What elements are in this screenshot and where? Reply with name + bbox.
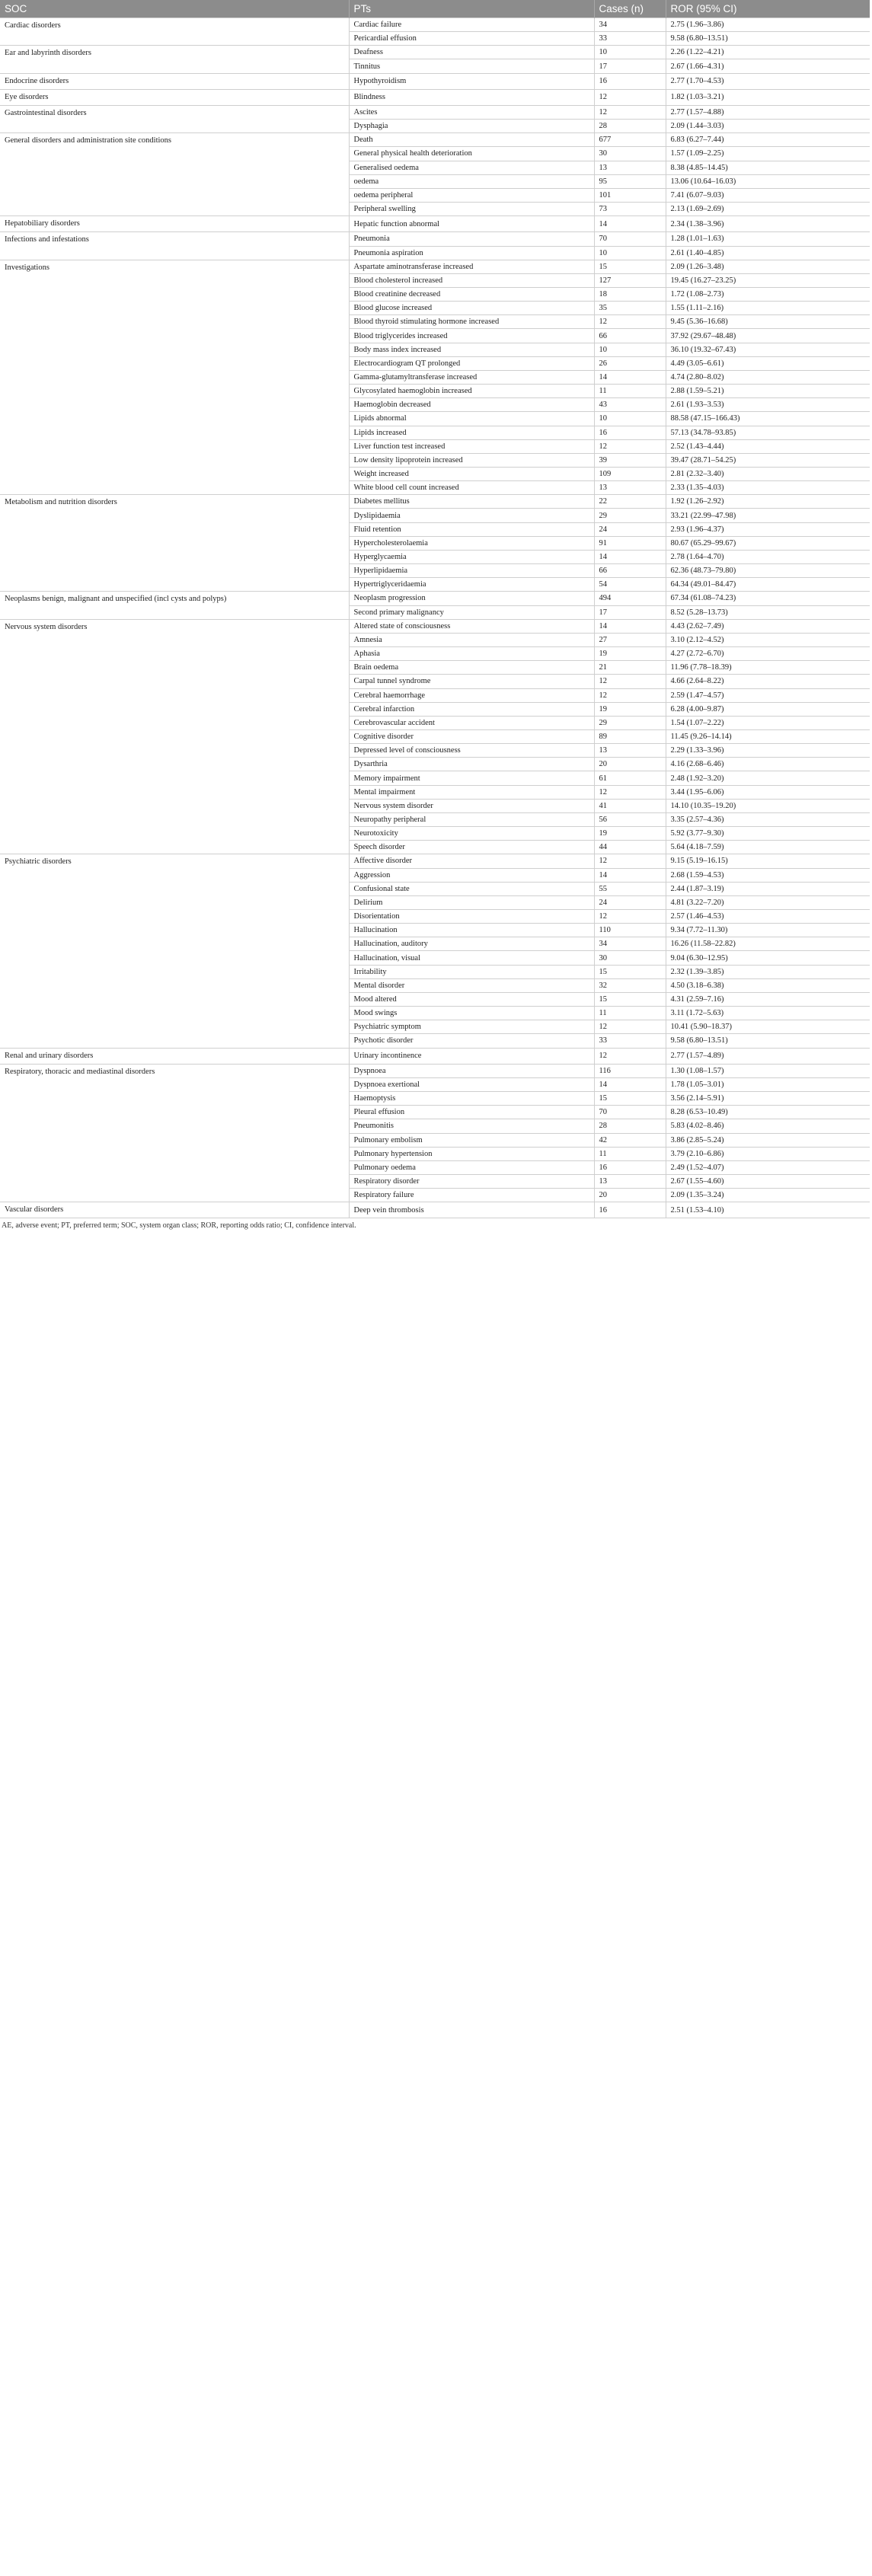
cases-cell: 43 [594,398,666,412]
pt-cell: Mental disorder [349,978,594,992]
cases-cell: 24 [594,895,666,909]
ror-cell: 2.09 (1.44–3.03) [666,120,870,133]
ror-cell: 3.56 (2.14–5.91) [666,1092,870,1106]
soc-cell: Gastrointestinal disorders [0,105,349,132]
ror-cell: 3.35 (2.57–4.36) [666,812,870,826]
ror-cell: 4.66 (2.64–8.22) [666,675,870,688]
cases-cell: 10 [594,412,666,426]
cases-cell: 73 [594,203,666,216]
cases-cell: 15 [594,1092,666,1106]
cases-cell: 20 [594,758,666,771]
soc-cell: Eye disorders [0,89,349,105]
pt-cell: White blood cell count increased [349,481,594,495]
ror-cell: 2.61 (1.93–3.53) [666,398,870,412]
pt-cell: Aspartate aminotransferase increased [349,260,594,273]
cases-cell: 12 [594,315,666,329]
ror-cell: 9.45 (5.36–16.68) [666,315,870,329]
cases-cell: 34 [594,18,666,32]
ror-cell: 1.54 (1.07–2.22) [666,716,870,729]
pt-cell: Hyperlipidaemia [349,564,594,578]
ror-cell: 2.52 (1.43–4.44) [666,439,870,453]
pt-cell: Respiratory failure [349,1189,594,1202]
pt-cell: Neoplasm progression [349,592,594,605]
pt-cell: Hallucination, auditory [349,937,594,951]
pt-cell: Mood altered [349,992,594,1006]
ror-cell: 2.26 (1.22–4.21) [666,46,870,59]
pt-cell: Glycosylated haemoglobin increased [349,385,594,398]
ror-cell: 4.50 (3.18–6.38) [666,978,870,992]
ror-cell: 19.45 (16.27–23.25) [666,273,870,287]
pt-cell: Pericardial effusion [349,32,594,46]
cases-cell: 28 [594,120,666,133]
soc-cell: Neoplasms benign, malignant and unspecified (incl cysts and polyps) [0,592,349,619]
ror-cell: 2.51 (1.53–4.10) [666,1202,870,1218]
cases-cell: 70 [594,1106,666,1119]
ror-cell: 2.75 (1.96–3.86) [666,18,870,32]
pt-cell: Cerebrovascular accident [349,716,594,729]
ror-cell: 3.86 (2.85–5.24) [666,1133,870,1147]
table-row [0,619,870,633]
pt-cell: Hypercholesterolaemia [349,536,594,550]
ror-cell: 4.49 (3.05–6.61) [666,356,870,370]
pt-cell: Low density lipoprotein increased [349,453,594,467]
ror-cell: 1.28 (1.01–1.63) [666,232,870,246]
cases-cell: 42 [594,1133,666,1147]
soc-cell: Renal and urinary disorders [0,1048,349,1064]
pt-cell: Hallucination, visual [349,951,594,965]
table-row [0,495,870,509]
pt-cell: Deafness [349,46,594,59]
pt-cell: Mood swings [349,1007,594,1020]
pt-cell: Hepatic function abnormal [349,216,594,232]
cases-cell: 24 [594,522,666,536]
ror-cell: 1.92 (1.26–2.92) [666,495,870,509]
pt-cell: Peripheral swelling [349,203,594,216]
cases-cell: 44 [594,841,666,854]
ror-cell: 4.31 (2.59–7.16) [666,992,870,1006]
soc-cell: General disorders and administration site conditions [0,133,349,216]
table-row [0,854,870,868]
cases-cell: 12 [594,1048,666,1064]
cases-cell: 13 [594,744,666,758]
ror-cell: 8.28 (6.53–10.49) [666,1106,870,1119]
cases-cell: 13 [594,161,666,174]
cases-cell: 494 [594,592,666,605]
header-soc: SOC [0,0,349,18]
soc-cell: Infections and infestations [0,232,349,260]
cases-cell: 29 [594,509,666,522]
cases-cell: 19 [594,647,666,661]
header-ror: ROR (95% CI) [666,0,870,18]
cases-cell: 30 [594,951,666,965]
pt-cell: Nervous system disorder [349,799,594,812]
ror-cell: 1.30 (1.08–1.57) [666,1064,870,1077]
pt-cell: Psychotic disorder [349,1034,594,1048]
table-row [0,133,870,147]
table-row [0,1202,870,1218]
pt-cell: Respiratory disorder [349,1174,594,1188]
cases-cell: 70 [594,232,666,246]
cases-cell: 18 [594,287,666,301]
cases-cell: 15 [594,992,666,1006]
cases-cell: 14 [594,868,666,882]
pt-cell: Cerebral infarction [349,702,594,716]
ror-cell: 2.44 (1.87–3.19) [666,882,870,895]
pt-cell: Mental impairment [349,785,594,799]
cases-cell: 91 [594,536,666,550]
ror-cell: 8.38 (4.85–14.45) [666,161,870,174]
cases-cell: 14 [594,619,666,633]
pt-cell: Lipids increased [349,426,594,439]
ror-cell: 7.41 (6.07–9.03) [666,188,870,202]
ror-cell: 2.77 (1.70–4.53) [666,73,870,89]
ror-cell: 5.92 (3.77–9.30) [666,827,870,841]
ror-cell: 2.09 (1.35–3.24) [666,1189,870,1202]
pt-cell: Death [349,133,594,147]
cases-cell: 109 [594,468,666,481]
pt-cell: Tinnitus [349,59,594,73]
ror-cell: 16.26 (11.58–22.82) [666,937,870,951]
pt-cell: Pulmonary hypertension [349,1147,594,1160]
soc-cell: Ear and labyrinth disorders [0,46,349,73]
pt-cell: Brain oedema [349,661,594,675]
table-row [0,89,870,105]
ror-cell: 2.78 (1.64–4.70) [666,550,870,563]
cases-cell: 16 [594,73,666,89]
pt-cell: Cerebral haemorrhage [349,688,594,702]
pt-cell: Confusional state [349,882,594,895]
pt-cell: Generalised oedema [349,161,594,174]
pt-cell: Memory impairment [349,771,594,785]
pt-cell: Blindness [349,89,594,105]
pt-cell: Haemoptysis [349,1092,594,1106]
pt-cell: Pneumonia [349,232,594,246]
cases-cell: 14 [594,1077,666,1091]
cases-cell: 15 [594,965,666,978]
cases-cell: 66 [594,564,666,578]
pt-cell: Hypothyroidism [349,73,594,89]
pt-cell: Dysarthria [349,758,594,771]
ror-cell: 2.77 (1.57–4.88) [666,105,870,119]
pt-cell: Dyspnoea [349,1064,594,1077]
cases-cell: 17 [594,59,666,73]
pt-cell: Dysphagia [349,120,594,133]
ror-cell: 9.58 (6.80–13.51) [666,32,870,46]
pt-cell: Blood cholesterol increased [349,273,594,287]
table-header-row [0,0,870,18]
cases-cell: 116 [594,1064,666,1077]
pt-cell: Blood creatinine decreased [349,287,594,301]
table-row [0,46,870,59]
cases-cell: 26 [594,356,666,370]
ror-cell: 9.04 (6.30–12.95) [666,951,870,965]
pt-cell: Deep vein thrombosis [349,1202,594,1218]
cases-cell: 33 [594,32,666,46]
pt-cell: Lipids abnormal [349,412,594,426]
cases-cell: 39 [594,453,666,467]
ror-cell: 9.15 (5.19–16.15) [666,854,870,868]
pt-cell: oedema [349,174,594,188]
ror-cell: 9.34 (7.72–11.30) [666,924,870,937]
ror-cell: 4.27 (2.72–6.70) [666,647,870,661]
ror-cell: 10.41 (5.90–18.37) [666,1020,870,1034]
ror-cell: 13.06 (10.64–16.03) [666,174,870,188]
cases-cell: 110 [594,924,666,937]
cases-cell: 14 [594,216,666,232]
ror-cell: 1.78 (1.05–3.01) [666,1077,870,1091]
cases-cell: 101 [594,188,666,202]
ror-cell: 88.58 (47.15–166.43) [666,412,870,426]
pt-cell: Weight increased [349,468,594,481]
soc-cell: Endocrine disorders [0,73,349,89]
cases-cell: 12 [594,688,666,702]
pt-cell: Ascites [349,105,594,119]
ror-cell: 2.32 (1.39–3.85) [666,965,870,978]
cases-cell: 13 [594,1174,666,1188]
cases-cell: 89 [594,729,666,743]
ror-cell: 3.10 (2.12–4.52) [666,633,870,646]
pt-cell: Delirium [349,895,594,909]
ror-cell: 2.49 (1.52–4.07) [666,1160,870,1174]
cases-cell: 12 [594,1020,666,1034]
cases-cell: 55 [594,882,666,895]
table-footnote: AE, adverse event; PT, preferred term; SOC, system organ class; ROR, reporting odds ratio; CI, confidence interval. [2,1221,356,1231]
pt-cell: Pneumonitis [349,1119,594,1133]
cases-cell: 12 [594,439,666,453]
cases-cell: 677 [594,133,666,147]
soc-cell: Respiratory, thoracic and mediastinal disorders [0,1064,349,1202]
cases-cell: 66 [594,329,666,343]
table-row [0,18,870,32]
ror-cell: 2.57 (1.46–4.53) [666,910,870,924]
cases-cell: 13 [594,481,666,495]
ror-cell: 36.10 (19.32–67.43) [666,343,870,356]
ror-cell: 67.34 (61.08–74.23) [666,592,870,605]
cases-cell: 12 [594,89,666,105]
pt-cell: Disorientation [349,910,594,924]
pt-cell: General physical health deterioration [349,147,594,161]
pt-cell: Liver function test increased [349,439,594,453]
ror-cell: 2.88 (1.59–5.21) [666,385,870,398]
cases-cell: 29 [594,716,666,729]
pt-cell: Depressed level of consciousness [349,744,594,758]
ror-cell: 3.79 (2.10–6.86) [666,1147,870,1160]
cases-cell: 95 [594,174,666,188]
table-row [0,1064,870,1077]
ror-cell: 1.72 (1.08–2.73) [666,287,870,301]
pt-cell: Cognitive disorder [349,729,594,743]
pt-cell: Neuropathy peripheral [349,812,594,826]
cases-cell: 11 [594,1007,666,1020]
ror-cell: 37.92 (29.67–48.48) [666,329,870,343]
cases-cell: 30 [594,147,666,161]
ror-cell: 2.09 (1.26–3.48) [666,260,870,273]
soc-cell: Metabolism and nutrition disorders [0,495,349,592]
cases-cell: 16 [594,426,666,439]
cases-cell: 22 [594,495,666,509]
pt-cell: Neurotoxicity [349,827,594,841]
ror-cell: 1.57 (1.09–2.25) [666,147,870,161]
ror-cell: 2.34 (1.38–3.96) [666,216,870,232]
pt-cell: Hyperglycaemia [349,550,594,563]
cases-cell: 10 [594,343,666,356]
ror-cell: 9.58 (6.80–13.51) [666,1034,870,1048]
ror-cell: 2.93 (1.96–4.37) [666,522,870,536]
cases-cell: 12 [594,910,666,924]
ror-cell: 2.33 (1.35–4.03) [666,481,870,495]
pt-cell: Pulmonary embolism [349,1133,594,1147]
pt-cell: Fluid retention [349,522,594,536]
pt-cell: Psychiatric symptom [349,1020,594,1034]
pt-cell: Electrocardiogram QT prolonged [349,356,594,370]
cases-cell: 14 [594,370,666,384]
soc-cell: Cardiac disorders [0,18,349,46]
header-cases: Cases (n) [594,0,666,18]
ror-cell: 5.83 (4.02–8.46) [666,1119,870,1133]
table-row [0,260,870,273]
ror-cell: 2.81 (2.32–3.40) [666,468,870,481]
cases-cell: 12 [594,675,666,688]
ror-cell: 2.29 (1.33–3.96) [666,744,870,758]
cases-cell: 10 [594,246,666,260]
pt-cell: Dyslipidaemia [349,509,594,522]
pt-cell: Second primary malignancy [349,605,594,619]
ror-cell: 2.77 (1.57–4.89) [666,1048,870,1064]
ror-cell: 3.11 (1.72–5.63) [666,1007,870,1020]
ror-cell: 2.67 (1.55–4.60) [666,1174,870,1188]
ror-cell: 39.47 (28.71–54.25) [666,453,870,467]
table-row [0,592,870,605]
pt-cell: Pneumonia aspiration [349,246,594,260]
pt-cell: Body mass index increased [349,343,594,356]
pt-cell: Pleural effusion [349,1106,594,1119]
ror-cell: 64.34 (49.01–84.47) [666,578,870,592]
soc-cell: Investigations [0,260,349,495]
pt-cell: Aphasia [349,647,594,661]
pt-cell: Amnesia [349,633,594,646]
ror-cell: 11.96 (7.78–18.39) [666,661,870,675]
table-row [0,73,870,89]
cases-cell: 127 [594,273,666,287]
adverse-event-table [0,0,870,1218]
ror-cell: 4.43 (2.62–7.49) [666,619,870,633]
pt-cell: Blood triglycerides increased [349,329,594,343]
ror-cell: 57.13 (34.78–93.85) [666,426,870,439]
ror-cell: 1.55 (1.11–2.16) [666,302,870,315]
header-pts: PTs [349,0,594,18]
ror-cell: 5.64 (4.18–7.59) [666,841,870,854]
pt-cell: Hallucination [349,924,594,937]
pt-cell: Cardiac failure [349,18,594,32]
soc-cell: Nervous system disorders [0,619,349,854]
table-row [0,1048,870,1064]
cases-cell: 10 [594,46,666,59]
cases-cell: 34 [594,937,666,951]
table-row [0,232,870,246]
cases-cell: 35 [594,302,666,315]
pt-cell: Gamma-glutamyltransferase increased [349,370,594,384]
cases-cell: 28 [594,1119,666,1133]
cases-cell: 20 [594,1189,666,1202]
pt-cell: Irritability [349,965,594,978]
cases-cell: 16 [594,1202,666,1218]
ror-cell: 6.28 (4.00–9.87) [666,702,870,716]
cases-cell: 27 [594,633,666,646]
cases-cell: 17 [594,605,666,619]
ror-cell: 2.48 (1.92–3.20) [666,771,870,785]
pt-cell: Carpal tunnel syndrome [349,675,594,688]
soc-cell: Psychiatric disorders [0,854,349,1048]
pt-cell: Pulmonary oedema [349,1160,594,1174]
cases-cell: 12 [594,854,666,868]
pt-cell: Blood glucose increased [349,302,594,315]
pt-cell: Diabetes mellitus [349,495,594,509]
cases-cell: 56 [594,812,666,826]
cases-cell: 19 [594,827,666,841]
table-row [0,105,870,119]
cases-cell: 16 [594,1160,666,1174]
ror-cell: 4.74 (2.80–8.02) [666,370,870,384]
ror-cell: 4.81 (3.22–7.20) [666,895,870,909]
pt-cell: Aggression [349,868,594,882]
ror-cell: 1.82 (1.03–3.21) [666,89,870,105]
cases-cell: 12 [594,105,666,119]
cases-cell: 32 [594,978,666,992]
cases-cell: 21 [594,661,666,675]
ror-cell: 2.59 (1.47–4.57) [666,688,870,702]
cases-cell: 11 [594,1147,666,1160]
pt-cell: Affective disorder [349,854,594,868]
pt-cell: oedema peripheral [349,188,594,202]
cases-cell: 54 [594,578,666,592]
cases-cell: 41 [594,799,666,812]
cases-cell: 14 [594,550,666,563]
table-row [0,216,870,232]
pt-cell: Speech disorder [349,841,594,854]
soc-cell: Vascular disorders [0,1202,349,1218]
ror-cell: 8.52 (5.28–13.73) [666,605,870,619]
ror-cell: 4.16 (2.68–6.46) [666,758,870,771]
cases-cell: 61 [594,771,666,785]
ror-cell: 11.45 (9.26–14.14) [666,729,870,743]
ror-cell: 14.10 (10.35–19.20) [666,799,870,812]
ror-cell: 3.44 (1.95–6.06) [666,785,870,799]
ror-cell: 6.83 (6.27–7.44) [666,133,870,147]
ror-cell: 62.36 (48.73–79.80) [666,564,870,578]
pt-cell: Altered state of consciousness [349,619,594,633]
cases-cell: 33 [594,1034,666,1048]
ror-cell: 2.61 (1.40–4.85) [666,246,870,260]
soc-cell: Hepatobiliary disorders [0,216,349,232]
pt-cell: Blood thyroid stimulating hormone increased [349,315,594,329]
cases-cell: 12 [594,785,666,799]
ror-cell: 2.13 (1.69–2.69) [666,203,870,216]
ror-cell: 2.68 (1.59–4.53) [666,868,870,882]
ror-cell: 33.21 (22.99–47.98) [666,509,870,522]
cases-cell: 11 [594,385,666,398]
table-body [0,18,870,1218]
pt-cell: Haemoglobin decreased [349,398,594,412]
pt-cell: Urinary incontinence [349,1048,594,1064]
ror-cell: 80.67 (65.29–99.67) [666,536,870,550]
ror-cell: 2.67 (1.66–4.31) [666,59,870,73]
pt-cell: Hypertriglyceridaemia [349,578,594,592]
cases-cell: 19 [594,702,666,716]
pt-cell: Dyspnoea exertional [349,1077,594,1091]
cases-cell: 15 [594,260,666,273]
